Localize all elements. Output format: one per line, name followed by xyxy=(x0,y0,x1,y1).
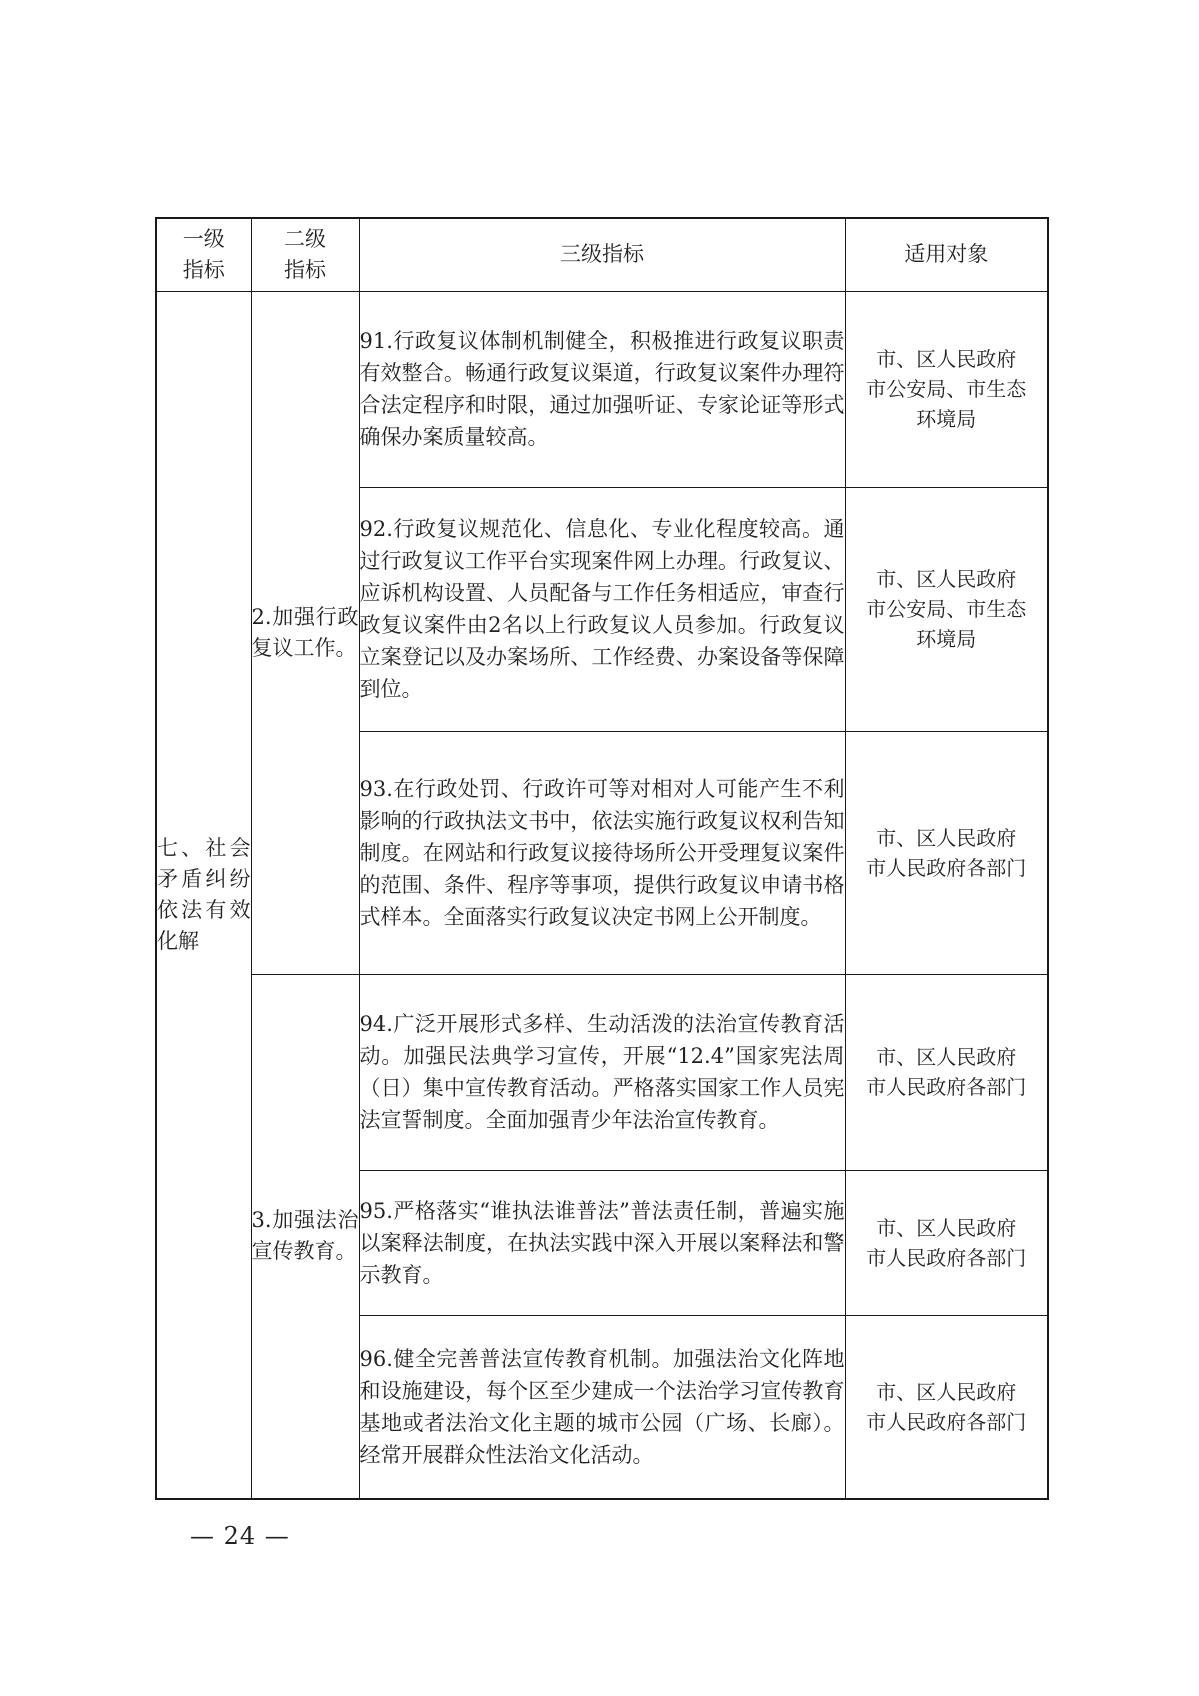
target-cell xyxy=(845,974,1048,1170)
level2-cell: 2.加强行政复议工作。 xyxy=(251,291,359,974)
indicator-table xyxy=(155,217,1049,1500)
table-row xyxy=(156,291,1048,487)
target-line: 市、区人民政府 xyxy=(876,1215,1017,1240)
page-number: — 24 — xyxy=(190,1522,290,1550)
target-line: 环境局 xyxy=(916,627,977,651)
header-row xyxy=(156,218,1048,291)
level2-cell: 3.加强法治宣传教育。 xyxy=(251,974,359,1499)
target-line: 市、区人民政府 xyxy=(876,347,1017,371)
target-line: 市人民政府各部门 xyxy=(866,1409,1027,1434)
target-line: 市人民政府各部门 xyxy=(866,1075,1027,1099)
indicator-cell: 93.在行政处罚、行政许可等对相对人可能产生不利影响的行政执法文书中，依法实施行政复议权利告知制度。在网站和行政复议接待场所公开受理复议案件的范围、条件、程序等事项，提供行政复议申请书格式样本。全面落实行政复议决定书网上公开制度。 xyxy=(359,731,845,974)
target-line: 环境局 xyxy=(916,407,977,431)
target-cell xyxy=(845,1170,1048,1315)
indicator-cell: 91.行政复议体制机制健全，积极推进行政复议职责有效整合。畅通行政复议渠道，行政复议案件办理符合法定程序和时限，通过加强听证、专家论证等形式确保办案质量较高。 xyxy=(359,291,845,487)
target-cell xyxy=(845,291,1048,487)
header-target: 适用对象 xyxy=(845,218,1048,291)
indicator-cell: 96.健全完善普法宣传教育机制。加强法治文化阵地和设施建设，每个区至少建成一个法治学习宣传教育基地或者法治文化主题的城市公园（广场、长廊）。经常开展群众性法治文化活动。 xyxy=(359,1315,845,1499)
target-cell xyxy=(845,487,1048,731)
target-line: 市人民政府各部门 xyxy=(866,855,1027,880)
target-cell xyxy=(845,731,1048,974)
table-row xyxy=(156,974,1048,1170)
target-line: 市人民政府各部门 xyxy=(866,1245,1027,1270)
header-level2: 二级指标 xyxy=(251,218,359,291)
indicator-cell: 94.广泛开展形式多样、生动活泼的法治宣传教育活动。加强民法典学习宣传，开展“12.4”国家宪法周（日）集中宣传教育活动。严格落实国家工作人员宪法宣誓制度。全面加强青少年法治宣传教育。 xyxy=(359,974,845,1170)
header-level3: 三级指标 xyxy=(359,218,845,291)
target-line: 市、区人民政府 xyxy=(876,1379,1017,1404)
target-line: 市、区人民政府 xyxy=(876,567,1017,591)
target-line: 市公安局、市生态 xyxy=(866,377,1027,401)
header-level1: 一级指标 xyxy=(156,218,251,291)
indicator-cell: 95.严格落实“谁执法谁普法”普法责任制，普遍实施以案释法制度，在执法实践中深入开展以案释法和警示教育。 xyxy=(359,1170,845,1315)
target-line: 市、区人民政府 xyxy=(876,1045,1017,1069)
indicator-cell: 92.行政复议规范化、信息化、专业化程度较高。通过行政复议工作平台实现案件网上办理。行政复议、应诉机构设置、人员配备与工作任务相适应，审查行政复议案件由2名以上行政复议人员参加。行政复议立案登记以及办案场所、工作经费、办案设备等保障到位。 xyxy=(359,487,845,731)
target-line: 市、区人民政府 xyxy=(876,825,1017,850)
target-cell xyxy=(845,1315,1048,1499)
target-line: 市公安局、市生态 xyxy=(866,597,1027,621)
level1-cell: 七、社会矛盾纠纷依法有效化解 xyxy=(156,291,251,1499)
